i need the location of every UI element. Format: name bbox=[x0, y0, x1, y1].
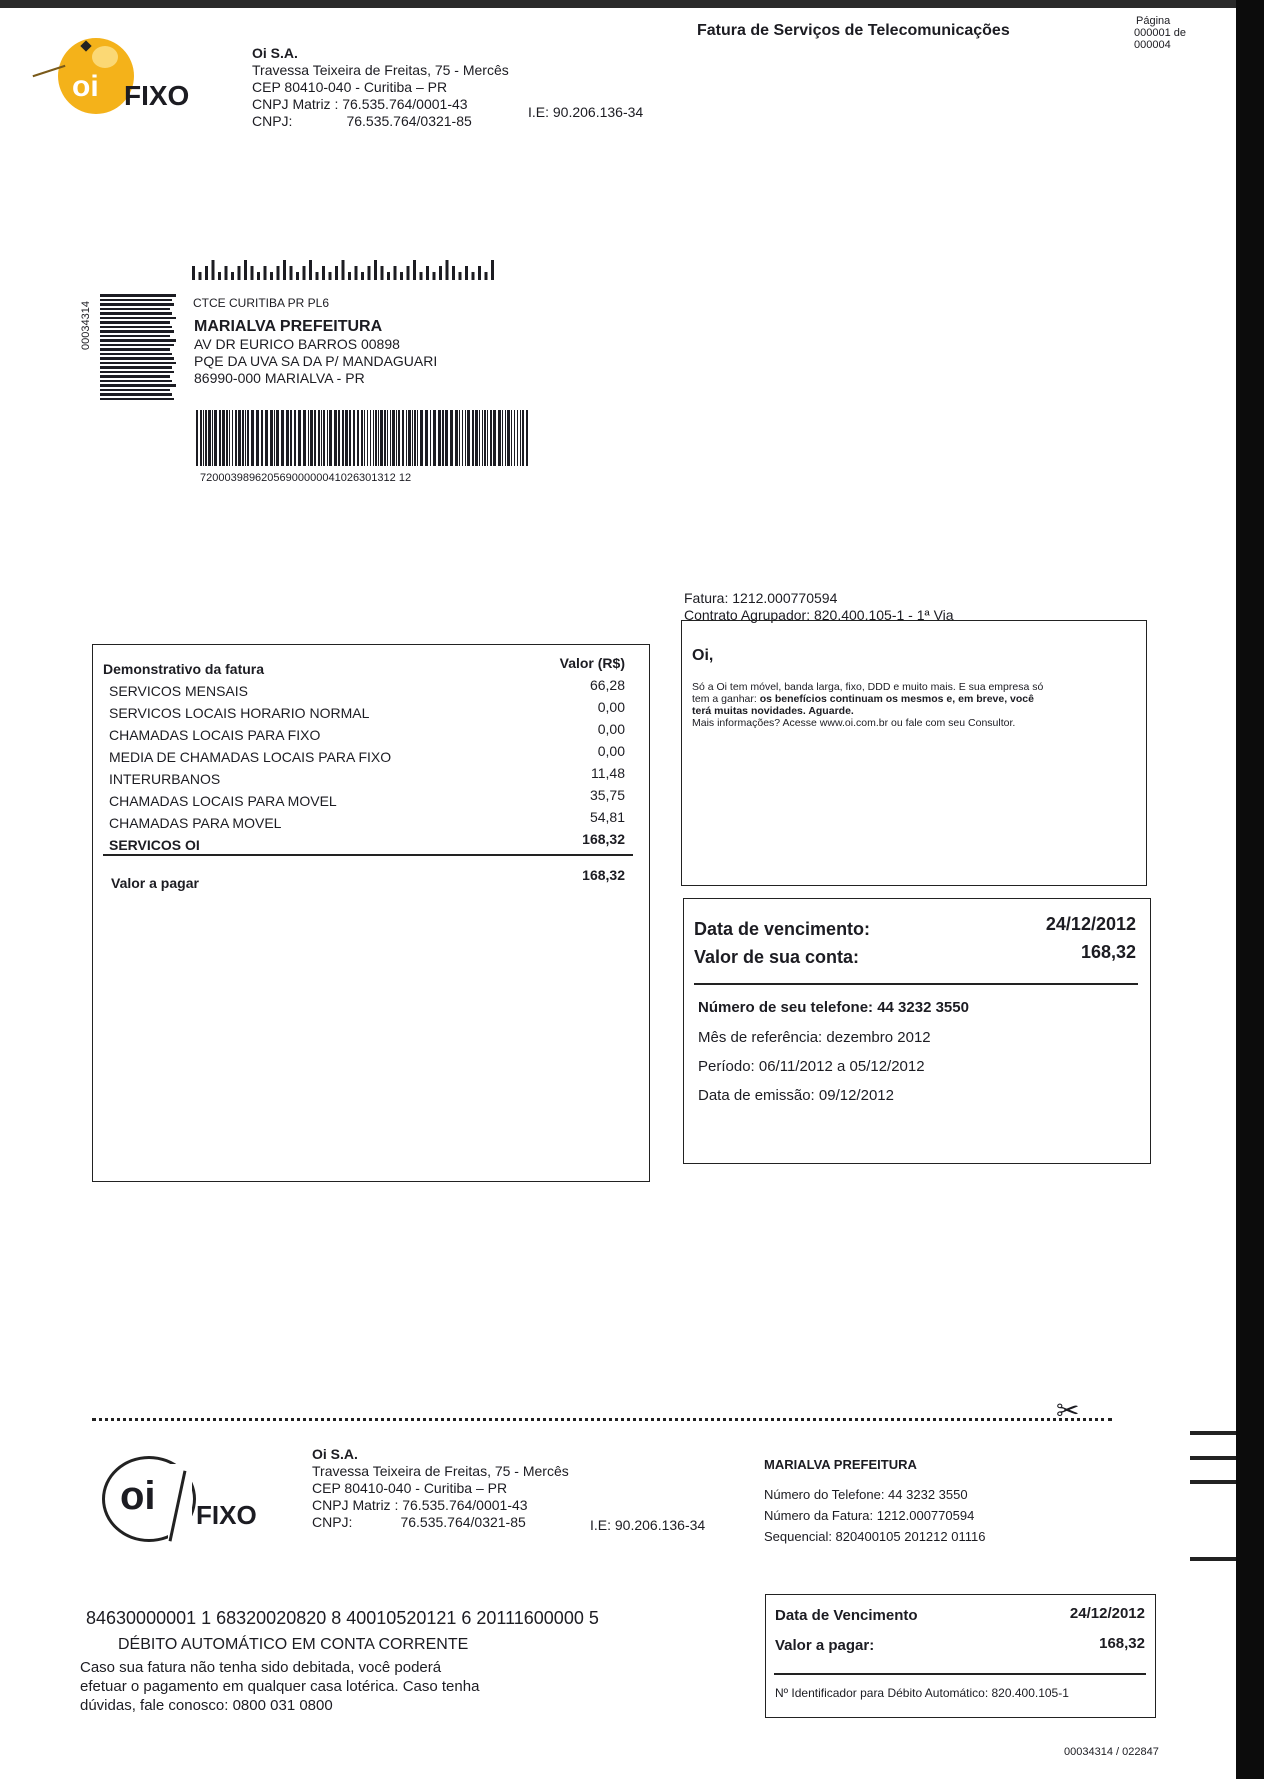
slip-company-cnpj-label: CNPJ: bbox=[312, 1514, 353, 1530]
scissors-icon: ✂ bbox=[1056, 1395, 1080, 1426]
company-name: Oi S.A. bbox=[252, 45, 298, 61]
company-cnpj-value: 76.535.764/0321-85 bbox=[346, 113, 472, 129]
company-block bbox=[252, 45, 509, 130]
statement-title: Demonstrativo da fatura bbox=[103, 661, 265, 677]
statement-total-row bbox=[103, 867, 625, 891]
message-box bbox=[681, 620, 1147, 886]
invoice-number: Fatura: 1212.000770594 bbox=[684, 590, 838, 606]
slip-company-name: Oi S.A. bbox=[312, 1446, 358, 1462]
statement-item-value: 35,75 bbox=[589, 787, 625, 803]
statement-total-value: 168,32 bbox=[582, 867, 625, 883]
datamatrix-bar bbox=[100, 375, 170, 378]
datamatrix-bar bbox=[100, 398, 174, 401]
invoice-ref bbox=[684, 590, 954, 624]
datamatrix-bar bbox=[100, 362, 176, 365]
datamatrix-bar bbox=[100, 384, 176, 387]
statement-item-row bbox=[103, 677, 625, 699]
due-date-value: 24/12/2012 bbox=[1045, 914, 1136, 934]
slip-brand: FIXO bbox=[196, 1500, 257, 1530]
statement-item-row bbox=[103, 787, 625, 809]
statement-item-row bbox=[103, 699, 625, 721]
statement-item-value: 66,28 bbox=[589, 677, 625, 693]
billing-period: Período: 06/11/2012 a 05/12/2012 bbox=[698, 1058, 925, 1075]
phone-number: Número de seu telefone: 44 3232 3550 bbox=[698, 999, 969, 1016]
page-indicator bbox=[1134, 15, 1186, 51]
datamatrix-bar bbox=[100, 330, 174, 333]
datamatrix-bar bbox=[100, 317, 176, 320]
debit-text-2: efetuar o pagamento em qualquer casa lotérica. Caso tenha bbox=[80, 1678, 480, 1695]
datamatrix-bar bbox=[100, 312, 172, 315]
datamatrix-bar bbox=[100, 303, 174, 306]
reference-month: Mês de referência: dezembro 2012 bbox=[698, 1029, 931, 1046]
statement-item-label: MEDIA DE CHAMADAS LOCAIS PARA FIXO bbox=[109, 749, 392, 765]
slip-sequence: Sequencial: 820400105 201212 01116 bbox=[764, 1529, 986, 1544]
statement-subtotal-row bbox=[103, 831, 625, 851]
datamatrix-bar bbox=[100, 348, 170, 351]
statement-divider bbox=[103, 854, 633, 856]
summary-box bbox=[683, 898, 1151, 1164]
company-cnpj-label: CNPJ: bbox=[252, 113, 293, 129]
slip-due-label: Data de Vencimento bbox=[775, 1607, 918, 1624]
statement-item-label: CHAMADAS LOCAIS PARA FIXO bbox=[109, 727, 321, 743]
slip-customer: MARIALVA PREFEITURA bbox=[764, 1457, 917, 1472]
datamatrix-bar bbox=[100, 366, 172, 369]
slip-debit-id: Nº Identificador para Débito Automático: 820.400.105-1 bbox=[775, 1686, 1069, 1700]
message-line-1: Só a Oi tem móvel, banda larga, fixo, DDD e muito mais. E sua empresa só bbox=[692, 681, 1044, 693]
datamatrix-bar bbox=[100, 335, 170, 338]
company-street: Travessa Teixeira de Freitas, 75 - Mercês bbox=[252, 62, 509, 78]
address-barcode bbox=[196, 410, 530, 466]
datamatrix-bar bbox=[100, 389, 170, 392]
page-label: Página bbox=[1136, 15, 1171, 27]
slip-company-cep: CEP 80410-040 - Curitiba – PR bbox=[312, 1480, 508, 1496]
recipient-address-3: 86990-000 MARIALVA - PR bbox=[194, 370, 365, 386]
issue-date: Data de emissão: 09/12/2012 bbox=[698, 1087, 894, 1104]
summary-divider bbox=[694, 983, 1138, 985]
edge-mark-1 bbox=[1190, 1431, 1236, 1435]
statement-item-row bbox=[103, 743, 625, 765]
datamatrix-bar bbox=[100, 321, 170, 324]
scan-edge-top bbox=[0, 0, 1236, 8]
statement-value-header: Valor (R$) bbox=[559, 655, 625, 671]
side-id: 00034314 bbox=[80, 301, 92, 350]
datamatrix-bar bbox=[100, 294, 176, 297]
statement-item-value: 0,00 bbox=[597, 743, 625, 759]
statement-item-label: SERVICOS LOCAIS HORARIO NORMAL bbox=[109, 705, 370, 721]
slip-company-cnpj-value: 76.535.764/0321-85 bbox=[400, 1514, 526, 1530]
debit-text-3: dúvidas, fale conosco: 0800 031 0800 bbox=[80, 1697, 333, 1714]
slip-invoice: Número da Fatura: 1212.000770594 bbox=[764, 1508, 975, 1523]
footer-code: 00034314 / 022847 bbox=[1064, 1746, 1159, 1758]
statement-item-label: INTERURBANOS bbox=[109, 771, 221, 787]
datamatrix-bar bbox=[100, 353, 172, 356]
slip-company-ie: I.E: 90.206.136-34 bbox=[590, 1517, 706, 1533]
scan-edge-right bbox=[1236, 0, 1264, 1779]
statement-subtotal-label: SERVICOS OI bbox=[109, 837, 200, 853]
recipient-name: MARIALVA PREFEITURA bbox=[194, 318, 383, 335]
message-body bbox=[692, 681, 1140, 729]
statement-item-label: CHAMADAS PARA MOVEL bbox=[109, 815, 282, 831]
datamatrix-bar bbox=[100, 380, 172, 383]
message-line-4: Mais informações? Acesse www.oi.com.br ou fale com seu Consultor. bbox=[692, 717, 1016, 729]
datamatrix-bar bbox=[100, 339, 176, 342]
contract-number: Contrato Agrupador: 820.400.105-1 - 1ª Via bbox=[684, 607, 954, 623]
message-line-3: terá muitas novidades. Aguarde. bbox=[692, 705, 854, 717]
statement-item-value: 54,81 bbox=[589, 809, 625, 825]
page-total: 000004 bbox=[1134, 39, 1171, 51]
debit-text bbox=[80, 1658, 479, 1715]
slip-logo-text: oi bbox=[120, 1474, 156, 1518]
debit-title: DÉBITO AUTOMÁTICO EM CONTA CORRENTE bbox=[118, 1636, 469, 1653]
page-number: 000001 de bbox=[1134, 27, 1186, 39]
statement-item-row bbox=[103, 721, 625, 743]
datamatrix-bar bbox=[100, 371, 174, 374]
edge-mark-4 bbox=[1190, 1557, 1236, 1561]
statement-item-label: CHAMADAS LOCAIS PARA MOVEL bbox=[109, 793, 337, 809]
brand-fixo: FIXO bbox=[124, 80, 190, 111]
slip-amount-value: 168,32 bbox=[1099, 1635, 1145, 1652]
slip-divider bbox=[774, 1673, 1146, 1675]
datamatrix-bar bbox=[100, 357, 174, 360]
datamatrix-bar bbox=[100, 299, 172, 302]
slip-logo bbox=[98, 1454, 278, 1546]
cut-line bbox=[92, 1418, 1112, 1421]
statement-item-value: 0,00 bbox=[597, 699, 625, 715]
message-line-2a: tem a ganhar: bbox=[692, 693, 760, 705]
statement-item-value: 0,00 bbox=[597, 721, 625, 737]
company-cep: CEP 80410-040 - Curitiba – PR bbox=[252, 79, 448, 95]
edge-mark-3 bbox=[1190, 1480, 1236, 1484]
postal-barcode bbox=[192, 258, 522, 280]
message-greeting: Oi, bbox=[692, 647, 714, 664]
postal-code-line: CTCE CURITIBA PR PL6 bbox=[193, 296, 330, 310]
statement-subtotal-value: 168,32 bbox=[582, 831, 625, 847]
datamatrix-bar bbox=[100, 326, 172, 329]
due-date-label: Data de vencimento: bbox=[694, 919, 871, 939]
oi-logo bbox=[30, 34, 230, 124]
recipient-block bbox=[194, 318, 437, 387]
amount-value: 168,32 bbox=[1080, 942, 1136, 962]
recipient-address-2: PQE DA UVA SA DA P/ MANDAGUARI bbox=[194, 353, 438, 369]
slip-company-street: Travessa Teixeira de Freitas, 75 - Mercês bbox=[312, 1463, 569, 1479]
statement-item-value: 11,48 bbox=[591, 765, 625, 781]
statement-item-row bbox=[103, 765, 625, 787]
statement-box bbox=[92, 644, 650, 1182]
recipient-address-1: AV DR EURICO BARROS 00898 bbox=[194, 336, 400, 352]
statement-item-row bbox=[103, 809, 625, 831]
company-ie: I.E: 90.206.136-34 bbox=[528, 104, 644, 120]
oi-logo-text: oi bbox=[72, 70, 99, 103]
slip-company-cnpj-matriz: CNPJ Matriz : 76.535.764/0001-43 bbox=[312, 1497, 528, 1513]
message-line-2b: os benefícios continuam os mesmos e, em breve, você bbox=[759, 693, 1034, 705]
datamatrix-bar bbox=[100, 308, 170, 311]
statement-item-label: SERVICOS MENSAIS bbox=[109, 683, 249, 699]
company-cnpj-matriz: CNPJ Matriz : 76.535.764/0001-43 bbox=[252, 96, 468, 112]
slip-company-block bbox=[312, 1446, 569, 1531]
invoice-title: Fatura de Serviços de Telecomunicações bbox=[697, 22, 1010, 39]
slip-amount-label: Valor a pagar: bbox=[775, 1637, 875, 1654]
slip-phone: Número do Telefone: 44 3232 3550 bbox=[764, 1487, 968, 1502]
statement-total-label: Valor a pagar bbox=[111, 875, 199, 891]
amount-label: Valor de sua conta: bbox=[694, 947, 860, 967]
slip-payment-box bbox=[765, 1594, 1156, 1718]
slip-customer-block bbox=[764, 1454, 985, 1547]
datamatrix-bar bbox=[100, 393, 172, 396]
digitable-line: 84630000001 1 68320020820 8 40010520121 6 20111600000 5 bbox=[86, 1608, 599, 1628]
slip-due-value: 24/12/2012 bbox=[1069, 1605, 1145, 1622]
edge-mark-2 bbox=[1190, 1456, 1236, 1460]
datamatrix-bar bbox=[100, 344, 174, 347]
debit-text-1: Caso sua fatura não tenha sido debitada, você poderá bbox=[80, 1659, 442, 1676]
datamatrix-code bbox=[100, 294, 176, 404]
address-barcode-number: 72000398962056900000041026301312 12 bbox=[200, 472, 412, 484]
